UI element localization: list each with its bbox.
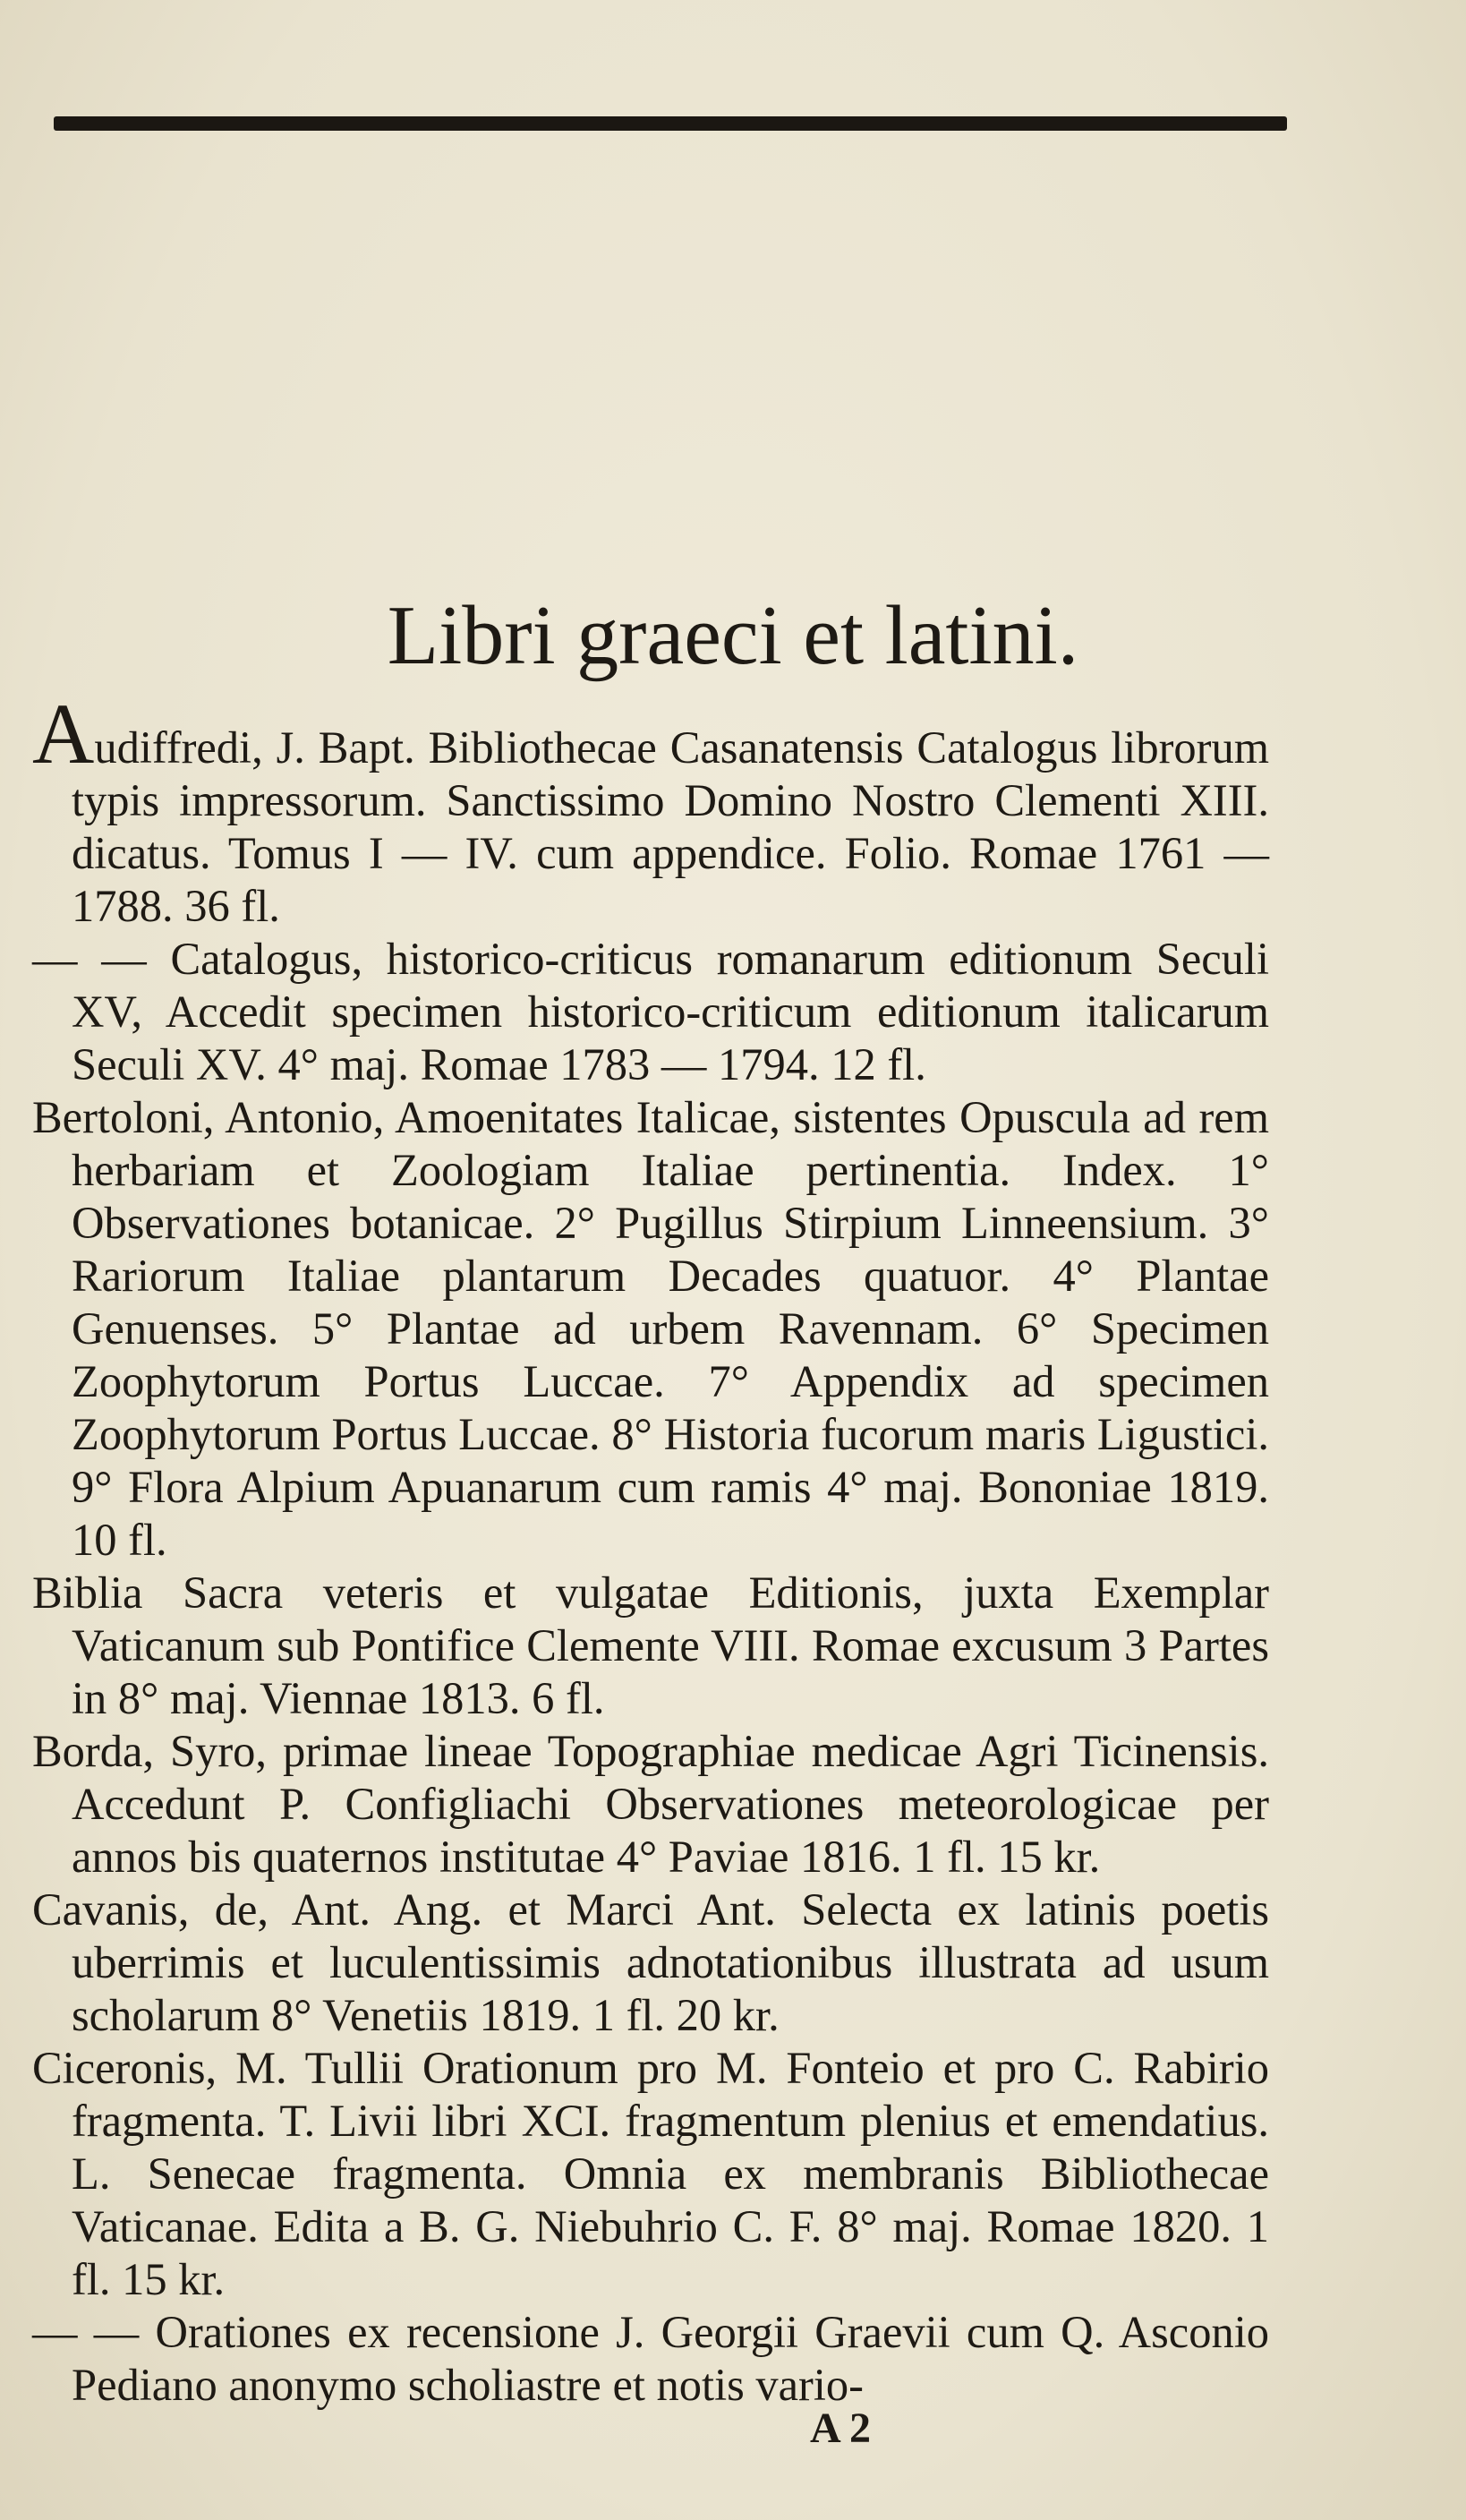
printer-signature: A 2 xyxy=(810,2405,872,2452)
entry-text: Borda, Syro, primae lineae Topographiae medicae Agri Ticinensis. Accedunt P. Configliachi Observationes meteorologicae per annos bis quaternos institutae 4° Paviae 1816. 1 fl. 15 kr. xyxy=(32,1726,1269,1882)
entry-text: Ciceronis, M. Tullii Orationum pro M. Fonteio et pro C. Rabirio fragmenta. T. Livii libri XCI. fragmentum plenius et emendatius. L. Senecae fragmenta. Omnia ex membranis Bibliothecae Vaticanae. Edita a B. G. Niebuhrio C. F. 8° maj. Romae 1820. 1 fl. 15 kr. xyxy=(32,2043,1269,2304)
entry-text: Biblia Sacra veteris et vulgatae Editionis, juxta Exemplar Vaticanum sub Pontifice Clemente VIII. Romae excusum 3 Partes in 8° maj. Viennae 1813. 6 fl. xyxy=(32,1568,1269,1723)
catalog-entry xyxy=(32,2042,1269,2306)
page-title: Libri graeci et latini. xyxy=(387,589,1079,682)
catalog-entries xyxy=(32,686,1269,2412)
catalog-entry xyxy=(32,1725,1269,1884)
catalog-entry xyxy=(32,2306,1269,2412)
entry-text: — — Catalogus, historico-criticus romanarum editionum Seculi XV, Accedit specimen historico-criticum editionum italicarum Seculi XV. 4° maj. Romae 1783 — 1794. 12 fl. xyxy=(32,934,1269,1089)
entry-text: Cavanis, de, Ant. Ang. et Marci Ant. Selecta ex latinis poetis uberrimis et luculentissimis adnotationibus illustrata ad usum scholarum 8° Venetiis 1819. 1 fl. 20 kr. xyxy=(32,1884,1269,2040)
catalog-entry xyxy=(32,686,1269,933)
catalog-entry xyxy=(32,1884,1269,2042)
drop-cap: A xyxy=(32,686,95,782)
entry-text: Bertoloni, Antonio, Amoenitates Italicae, sistentes Opuscula ad rem herbariam et Zoologiam Italiae pertinentia. Index. 1° Observationes botanicae. 2° Pugillus Stirpium Linneensium. 3° Rariorum Italiae plantarum Decades quatuor. 4° Plantae Genuenses. 5° Plantae ad urbem Ravennam. 6° Specimen Zoophytorum Portus Luccae. 7° Appendix ad specimen Zoophytorum Portus Luccae. 8° Historia fucorum maris Ligustici. 9° Flora Alpium Apuanarum cum ramis 4° maj. Bononiae 1819. 10 fl. xyxy=(32,1092,1269,1565)
entry-text: udiffredi, J. Bapt. Bibliothecae Casanatensis Catalogus librorum typis impressorum. Sanctissimo Domino Nostro Clementi XIII. dicatus. Tomus I — IV. cum appendice. Folio. Romae 1761 — 1788. 36 fl. xyxy=(72,722,1269,931)
entry-text: — — Orationes ex recensione J. Georgii Graevii cum Q. Asconio Pediano anonymo scholiastre et notis vario- xyxy=(32,2307,1269,2410)
top-rule xyxy=(54,116,1287,131)
catalog-entry xyxy=(32,1567,1269,1725)
catalog-entry xyxy=(32,933,1269,1091)
catalog-entry xyxy=(32,1091,1269,1567)
